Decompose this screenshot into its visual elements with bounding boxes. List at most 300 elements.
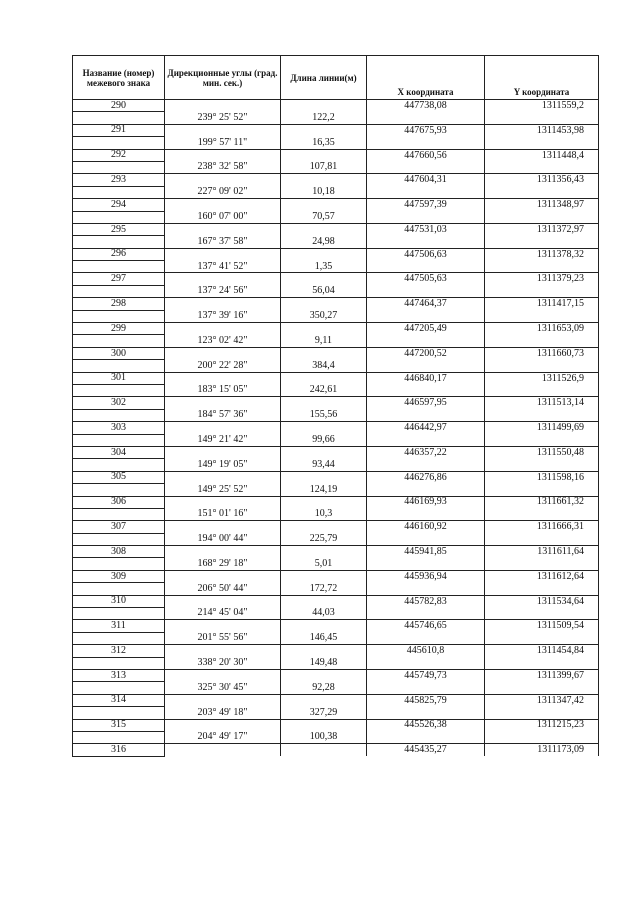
y-coordinate-cell: 1311653,09 xyxy=(485,323,599,335)
empty-cell xyxy=(165,471,281,483)
empty-cell xyxy=(73,682,165,694)
direction-angle-cell: 338° 20' 30" xyxy=(165,657,281,669)
y-coordinate-cell: 1311559,2 xyxy=(485,100,599,112)
x-coordinate-cell: 445936,94 xyxy=(367,570,485,582)
empty-cell xyxy=(367,459,485,471)
empty-cell xyxy=(73,459,165,471)
marker-name-cell: 297 xyxy=(73,273,165,285)
empty-cell xyxy=(367,161,485,173)
marker-name-cell: 312 xyxy=(73,645,165,657)
line-length-cell: 70,57 xyxy=(281,211,367,223)
empty-cell xyxy=(367,558,485,570)
table-row xyxy=(73,682,599,694)
line-length-cell: 24,98 xyxy=(281,236,367,248)
y-coordinate-cell: 1311513,14 xyxy=(485,397,599,409)
x-coordinate-cell: 445746,65 xyxy=(367,620,485,632)
table-row xyxy=(73,496,599,508)
line-length-cell: 100,38 xyxy=(281,731,367,743)
empty-cell xyxy=(281,298,367,310)
empty-cell xyxy=(485,285,599,297)
x-coordinate-cell: 447464,37 xyxy=(367,298,485,310)
table-row xyxy=(73,223,599,235)
line-length-cell: 327,29 xyxy=(281,707,367,719)
empty-cell xyxy=(367,682,485,694)
header-marker-name: Название (номер) межевого знака xyxy=(73,56,165,100)
x-coordinate-cell: 447531,03 xyxy=(367,223,485,235)
direction-angle-cell: 183° 15' 05" xyxy=(165,384,281,396)
empty-cell xyxy=(73,484,165,496)
marker-name-cell: 292 xyxy=(73,149,165,161)
table-row xyxy=(73,719,599,731)
table-row xyxy=(73,161,599,173)
header-y-coordinate: Y координата xyxy=(485,56,599,100)
marker-name-cell: 295 xyxy=(73,223,165,235)
empty-cell xyxy=(73,186,165,198)
empty-cell xyxy=(485,608,599,620)
table-row xyxy=(73,508,599,520)
table-row xyxy=(73,608,599,620)
empty-cell xyxy=(73,508,165,520)
direction-angle-cell: 123° 02' 42" xyxy=(165,335,281,347)
table-row xyxy=(73,397,599,409)
empty-cell xyxy=(367,583,485,595)
empty-cell xyxy=(485,161,599,173)
empty-cell xyxy=(485,558,599,570)
empty-cell xyxy=(73,434,165,446)
empty-cell xyxy=(73,137,165,149)
empty-cell xyxy=(485,682,599,694)
empty-cell xyxy=(485,261,599,273)
table-row xyxy=(73,533,599,545)
direction-angle-cell: 227° 09' 02" xyxy=(165,186,281,198)
direction-angle-cell: 160° 07' 00" xyxy=(165,211,281,223)
empty-cell xyxy=(281,719,367,731)
direction-angle-cell: 204° 49' 17" xyxy=(165,731,281,743)
y-coordinate-cell: 1311372,97 xyxy=(485,223,599,235)
table-row xyxy=(73,174,599,186)
header-x-coordinate: X координата xyxy=(367,56,485,100)
empty-cell xyxy=(281,372,367,384)
empty-cell xyxy=(281,744,367,756)
line-length-cell: 92,28 xyxy=(281,682,367,694)
direction-angle-cell: 137° 39' 16" xyxy=(165,310,281,322)
empty-cell xyxy=(367,137,485,149)
empty-cell xyxy=(281,496,367,508)
empty-cell xyxy=(367,731,485,743)
y-coordinate-cell: 1311660,73 xyxy=(485,347,599,359)
line-length-cell: 56,04 xyxy=(281,285,367,297)
table-row xyxy=(73,595,599,607)
empty-cell xyxy=(367,112,485,124)
empty-cell xyxy=(367,632,485,644)
marker-name-cell: 311 xyxy=(73,620,165,632)
empty-cell xyxy=(281,595,367,607)
x-coordinate-cell: 445526,38 xyxy=(367,719,485,731)
y-coordinate-cell: 1311550,48 xyxy=(485,446,599,458)
empty-cell xyxy=(367,285,485,297)
empty-cell xyxy=(73,558,165,570)
empty-cell xyxy=(281,397,367,409)
line-length-cell: 5,01 xyxy=(281,558,367,570)
empty-cell xyxy=(73,285,165,297)
table-row xyxy=(73,384,599,396)
table-row xyxy=(73,546,599,558)
marker-name-cell: 293 xyxy=(73,174,165,186)
direction-angle-cell: 201° 55' 56" xyxy=(165,632,281,644)
empty-cell xyxy=(281,223,367,235)
x-coordinate-cell: 446169,93 xyxy=(367,496,485,508)
header-line-length: Длина линии(м) xyxy=(281,56,367,100)
marker-name-cell: 296 xyxy=(73,248,165,260)
marker-name-cell: 301 xyxy=(73,372,165,384)
y-coordinate-cell: 1311417,15 xyxy=(485,298,599,310)
empty-cell xyxy=(165,323,281,335)
empty-cell xyxy=(165,521,281,533)
empty-cell xyxy=(485,533,599,545)
marker-name-cell: 310 xyxy=(73,595,165,607)
empty-cell xyxy=(281,694,367,706)
empty-cell xyxy=(367,384,485,396)
line-length-cell: 9,11 xyxy=(281,335,367,347)
marker-name-cell: 314 xyxy=(73,694,165,706)
table-body xyxy=(73,100,599,757)
marker-name-cell: 294 xyxy=(73,199,165,211)
empty-cell xyxy=(165,446,281,458)
table-row xyxy=(73,632,599,644)
direction-angle-cell: 206° 50' 44" xyxy=(165,583,281,595)
empty-cell xyxy=(485,459,599,471)
table-row xyxy=(73,261,599,273)
x-coordinate-cell: 447505,63 xyxy=(367,273,485,285)
direction-angle-cell: 194° 00' 44" xyxy=(165,533,281,545)
empty-cell xyxy=(73,261,165,273)
x-coordinate-cell: 447205,49 xyxy=(367,323,485,335)
direction-angle-cell: 137° 24' 56" xyxy=(165,285,281,297)
marker-name-cell: 307 xyxy=(73,521,165,533)
x-coordinate-cell: 446276,86 xyxy=(367,471,485,483)
empty-cell xyxy=(367,360,485,372)
empty-cell xyxy=(281,645,367,657)
empty-cell xyxy=(165,694,281,706)
empty-cell xyxy=(73,731,165,743)
table-header-row xyxy=(73,56,599,100)
marker-name-cell: 306 xyxy=(73,496,165,508)
empty-cell xyxy=(165,719,281,731)
line-length-cell: 225,79 xyxy=(281,533,367,545)
x-coordinate-cell: 447200,52 xyxy=(367,347,485,359)
marker-name-cell: 304 xyxy=(73,446,165,458)
y-coordinate-cell: 1311534,64 xyxy=(485,595,599,607)
table-row xyxy=(73,707,599,719)
direction-angle-cell: 199° 57' 11" xyxy=(165,137,281,149)
empty-cell xyxy=(73,310,165,322)
empty-cell xyxy=(281,100,367,112)
marker-name-cell: 313 xyxy=(73,669,165,681)
empty-cell xyxy=(367,434,485,446)
empty-cell xyxy=(281,471,367,483)
x-coordinate-cell: 447675,93 xyxy=(367,124,485,136)
table-row xyxy=(73,236,599,248)
empty-cell xyxy=(73,161,165,173)
empty-cell xyxy=(281,273,367,285)
empty-cell xyxy=(367,335,485,347)
empty-cell xyxy=(485,211,599,223)
empty-cell xyxy=(165,124,281,136)
x-coordinate-cell: 445610,8 xyxy=(367,645,485,657)
direction-angle-cell: 167° 37' 58" xyxy=(165,236,281,248)
x-coordinate-cell: 445435,27 xyxy=(367,744,485,756)
empty-cell xyxy=(485,384,599,396)
y-coordinate-cell: 1311348,97 xyxy=(485,199,599,211)
empty-cell xyxy=(485,583,599,595)
empty-cell xyxy=(367,186,485,198)
line-length-cell: 10,18 xyxy=(281,186,367,198)
empty-cell xyxy=(165,223,281,235)
empty-cell xyxy=(367,484,485,496)
empty-cell xyxy=(165,149,281,161)
direction-angle-cell: 149° 19' 05" xyxy=(165,459,281,471)
empty-cell xyxy=(485,657,599,669)
empty-cell xyxy=(281,149,367,161)
empty-cell xyxy=(73,707,165,719)
direction-angle-cell: 149° 25' 52" xyxy=(165,484,281,496)
empty-cell xyxy=(281,323,367,335)
y-coordinate-cell: 1311661,32 xyxy=(485,496,599,508)
empty-cell xyxy=(165,174,281,186)
y-coordinate-cell: 1311453,98 xyxy=(485,124,599,136)
y-coordinate-cell: 1311379,23 xyxy=(485,273,599,285)
x-coordinate-cell: 447604,31 xyxy=(367,174,485,186)
empty-cell xyxy=(485,434,599,446)
empty-cell xyxy=(73,533,165,545)
table-row xyxy=(73,446,599,458)
line-length-cell: 149,48 xyxy=(281,657,367,669)
empty-cell xyxy=(367,211,485,223)
y-coordinate-cell: 1311448,4 xyxy=(485,149,599,161)
empty-cell xyxy=(165,744,281,756)
y-coordinate-cell: 1311356,43 xyxy=(485,174,599,186)
empty-cell xyxy=(165,372,281,384)
table-row xyxy=(73,360,599,372)
empty-cell xyxy=(165,298,281,310)
table-row xyxy=(73,583,599,595)
table-row xyxy=(73,285,599,297)
empty-cell xyxy=(367,409,485,421)
x-coordinate-cell: 447597,39 xyxy=(367,199,485,211)
y-coordinate-cell: 1311526,9 xyxy=(485,372,599,384)
marker-name-cell: 315 xyxy=(73,719,165,731)
direction-angle-cell: 200° 22' 28" xyxy=(165,360,281,372)
empty-cell xyxy=(281,347,367,359)
marker-name-cell: 291 xyxy=(73,124,165,136)
table-row xyxy=(73,149,599,161)
empty-cell xyxy=(165,248,281,260)
table-row xyxy=(73,744,599,756)
empty-cell xyxy=(485,236,599,248)
empty-cell xyxy=(367,608,485,620)
empty-cell xyxy=(367,236,485,248)
table-row xyxy=(73,137,599,149)
table-row xyxy=(73,657,599,669)
empty-cell xyxy=(485,112,599,124)
empty-cell xyxy=(165,620,281,632)
direction-angle-cell: 168° 29' 18" xyxy=(165,558,281,570)
table-row xyxy=(73,484,599,496)
line-length-cell: 350,27 xyxy=(281,310,367,322)
direction-angle-cell: 325° 30' 45" xyxy=(165,682,281,694)
empty-cell xyxy=(367,261,485,273)
header-direction-angles: Дирекционные углы (град. мин. сек.) xyxy=(165,56,281,100)
table-row xyxy=(73,199,599,211)
line-length-cell: 155,56 xyxy=(281,409,367,421)
empty-cell xyxy=(73,409,165,421)
empty-cell xyxy=(281,620,367,632)
empty-cell xyxy=(165,669,281,681)
empty-cell xyxy=(73,583,165,595)
empty-cell xyxy=(485,632,599,644)
x-coordinate-cell: 446160,92 xyxy=(367,521,485,533)
y-coordinate-cell: 1311598,16 xyxy=(485,471,599,483)
table-row xyxy=(73,669,599,681)
empty-cell xyxy=(165,199,281,211)
empty-cell xyxy=(485,186,599,198)
boundary-coordinates-table xyxy=(72,55,599,757)
empty-cell xyxy=(485,484,599,496)
table-row xyxy=(73,471,599,483)
table-row xyxy=(73,347,599,359)
empty-cell xyxy=(73,335,165,347)
direction-angle-cell: 184° 57' 36" xyxy=(165,409,281,421)
line-length-cell: 242,61 xyxy=(281,384,367,396)
empty-cell xyxy=(485,707,599,719)
x-coordinate-cell: 447660,56 xyxy=(367,149,485,161)
y-coordinate-cell: 1311509,54 xyxy=(485,620,599,632)
x-coordinate-cell: 446442,97 xyxy=(367,422,485,434)
empty-cell xyxy=(73,236,165,248)
empty-cell xyxy=(367,508,485,520)
empty-cell xyxy=(281,546,367,558)
table-row xyxy=(73,372,599,384)
line-length-cell: 16,35 xyxy=(281,137,367,149)
empty-cell xyxy=(485,731,599,743)
empty-cell xyxy=(485,360,599,372)
direction-angle-cell: 214° 45' 04" xyxy=(165,608,281,620)
direction-angle-cell: 149° 21' 42" xyxy=(165,434,281,446)
empty-cell xyxy=(281,521,367,533)
table-row xyxy=(73,248,599,260)
table-row xyxy=(73,211,599,223)
empty-cell xyxy=(367,533,485,545)
line-length-cell: 10,3 xyxy=(281,508,367,520)
direction-angle-cell: 203° 49' 18" xyxy=(165,707,281,719)
empty-cell xyxy=(165,273,281,285)
empty-cell xyxy=(73,360,165,372)
empty-cell xyxy=(73,211,165,223)
direction-angle-cell: 151° 01' 16" xyxy=(165,508,281,520)
table-row xyxy=(73,558,599,570)
empty-cell xyxy=(367,657,485,669)
y-coordinate-cell: 1311215,23 xyxy=(485,719,599,731)
table-row xyxy=(73,620,599,632)
line-length-cell: 93,44 xyxy=(281,459,367,471)
table-row xyxy=(73,298,599,310)
y-coordinate-cell: 1311612,64 xyxy=(485,570,599,582)
table-row xyxy=(73,459,599,471)
empty-cell xyxy=(165,496,281,508)
line-length-cell: 172,72 xyxy=(281,583,367,595)
x-coordinate-cell: 447738,08 xyxy=(367,100,485,112)
empty-cell xyxy=(281,174,367,186)
direction-angle-cell: 137° 41' 52" xyxy=(165,261,281,273)
table-row xyxy=(73,731,599,743)
table-row xyxy=(73,409,599,421)
empty-cell xyxy=(165,570,281,582)
y-coordinate-cell: 1311499,69 xyxy=(485,422,599,434)
empty-cell xyxy=(73,112,165,124)
empty-cell xyxy=(165,546,281,558)
table-row xyxy=(73,694,599,706)
table-row xyxy=(73,100,599,112)
x-coordinate-cell: 447506,63 xyxy=(367,248,485,260)
y-coordinate-cell: 1311666,31 xyxy=(485,521,599,533)
empty-cell xyxy=(281,669,367,681)
x-coordinate-cell: 446597,95 xyxy=(367,397,485,409)
line-length-cell: 107,81 xyxy=(281,161,367,173)
marker-name-cell: 316 xyxy=(73,744,165,756)
empty-cell xyxy=(165,347,281,359)
x-coordinate-cell: 445941,85 xyxy=(367,546,485,558)
marker-name-cell: 302 xyxy=(73,397,165,409)
empty-cell xyxy=(485,508,599,520)
line-length-cell: 1,35 xyxy=(281,261,367,273)
y-coordinate-cell: 1311454,84 xyxy=(485,645,599,657)
marker-name-cell: 303 xyxy=(73,422,165,434)
empty-cell xyxy=(165,645,281,657)
table-row xyxy=(73,434,599,446)
empty-cell xyxy=(73,657,165,669)
empty-cell xyxy=(367,707,485,719)
marker-name-cell: 299 xyxy=(73,323,165,335)
x-coordinate-cell: 446357,22 xyxy=(367,446,485,458)
marker-name-cell: 290 xyxy=(73,100,165,112)
line-length-cell: 384,4 xyxy=(281,360,367,372)
line-length-cell: 146,45 xyxy=(281,632,367,644)
x-coordinate-cell: 445749,73 xyxy=(367,669,485,681)
empty-cell xyxy=(281,248,367,260)
table-row xyxy=(73,422,599,434)
line-length-cell: 99,66 xyxy=(281,434,367,446)
empty-cell xyxy=(165,595,281,607)
table-row xyxy=(73,186,599,198)
table-row xyxy=(73,124,599,136)
empty-cell xyxy=(281,570,367,582)
empty-cell xyxy=(165,422,281,434)
direction-angle-cell: 238° 32' 58" xyxy=(165,161,281,173)
x-coordinate-cell: 446840,17 xyxy=(367,372,485,384)
x-coordinate-cell: 445782,83 xyxy=(367,595,485,607)
y-coordinate-cell: 1311378,32 xyxy=(485,248,599,260)
empty-cell xyxy=(485,310,599,322)
empty-cell xyxy=(281,422,367,434)
direction-angle-cell: 239° 25' 52" xyxy=(165,112,281,124)
marker-name-cell: 298 xyxy=(73,298,165,310)
table-row xyxy=(73,112,599,124)
empty-cell xyxy=(485,335,599,347)
line-length-cell: 122,2 xyxy=(281,112,367,124)
empty-cell xyxy=(281,199,367,211)
empty-cell xyxy=(165,397,281,409)
empty-cell xyxy=(165,100,281,112)
